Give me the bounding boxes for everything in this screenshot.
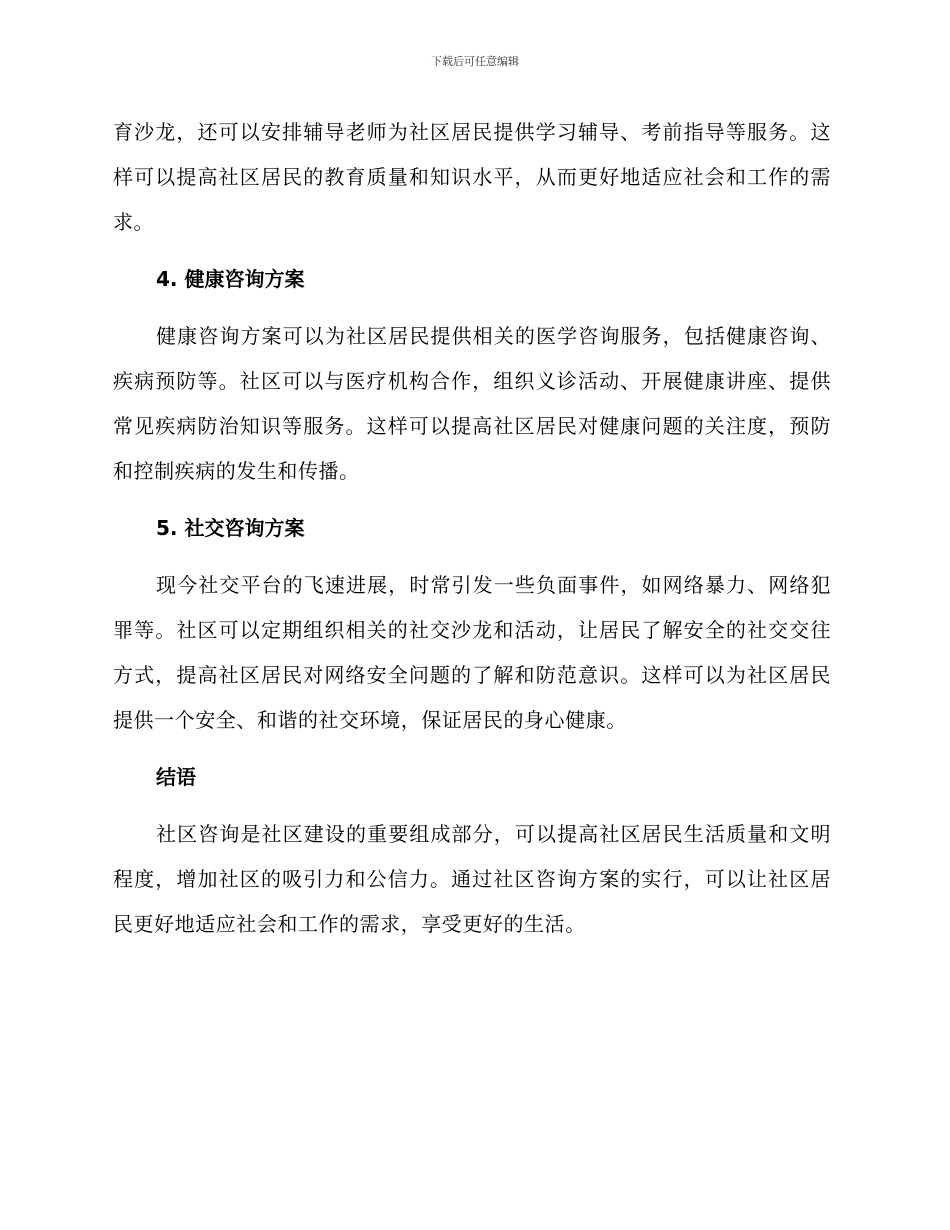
document-body [113, 110, 831, 947]
section-4-heading: 4. 健康咨询方案 [156, 267, 305, 291]
spacer [113, 743, 831, 755]
section-4-paragraph: 健康咨询方案可以为社区居民提供相关的医学咨询服务，包括健康咨询、疾病预防等。社区可以与医疗机构合作，组织义诊活动、开展健康讲座、提供常见疾病防治知识等服务。这样可以提高社区居民对健康问题的关注度，预防和控制疾病的发生和传播。 [113, 324, 831, 483]
page-header: 下载后可任意编辑 [431, 55, 519, 68]
section-5-paragraph: 现今社交平台的飞速进展，时常引发一些负面事件，如网络暴力、网络犯罪等。社区可以定期组织相关的社交沙龙和活动，让居民了解安全的社交交往方式，提高社区居民对网络安全问题的了解和防范意识。这样可以为社区居民提供一个安全、和谐的社交环境，保证居民的身心健康。 [113, 573, 831, 732]
section-5-heading: 5. 社交咨询方案 [156, 516, 305, 540]
conclusion-heading: 结语 [156, 765, 196, 789]
spacer [113, 302, 831, 314]
spacer [113, 551, 831, 563]
spacer [113, 245, 831, 257]
conclusion-paragraph: 社区咨询是社区建设的重要组成部分，可以提高社区居民生活质量和文明程度，增加社区的吸引力和公信力。通过社区咨询方案的实行，可以让社区居民更好地适应社会和工作的需求，享受更好的生活。 [113, 822, 831, 936]
spacer [113, 494, 831, 506]
intro-paragraph: 育沙龙，还可以安排辅导老师为社区居民提供学习辅导、考前指导等服务。这样可以提高社区居民的教育质量和知识水平，从而更好地适应社会和工作的需求。 [113, 120, 831, 234]
spacer [113, 800, 831, 812]
